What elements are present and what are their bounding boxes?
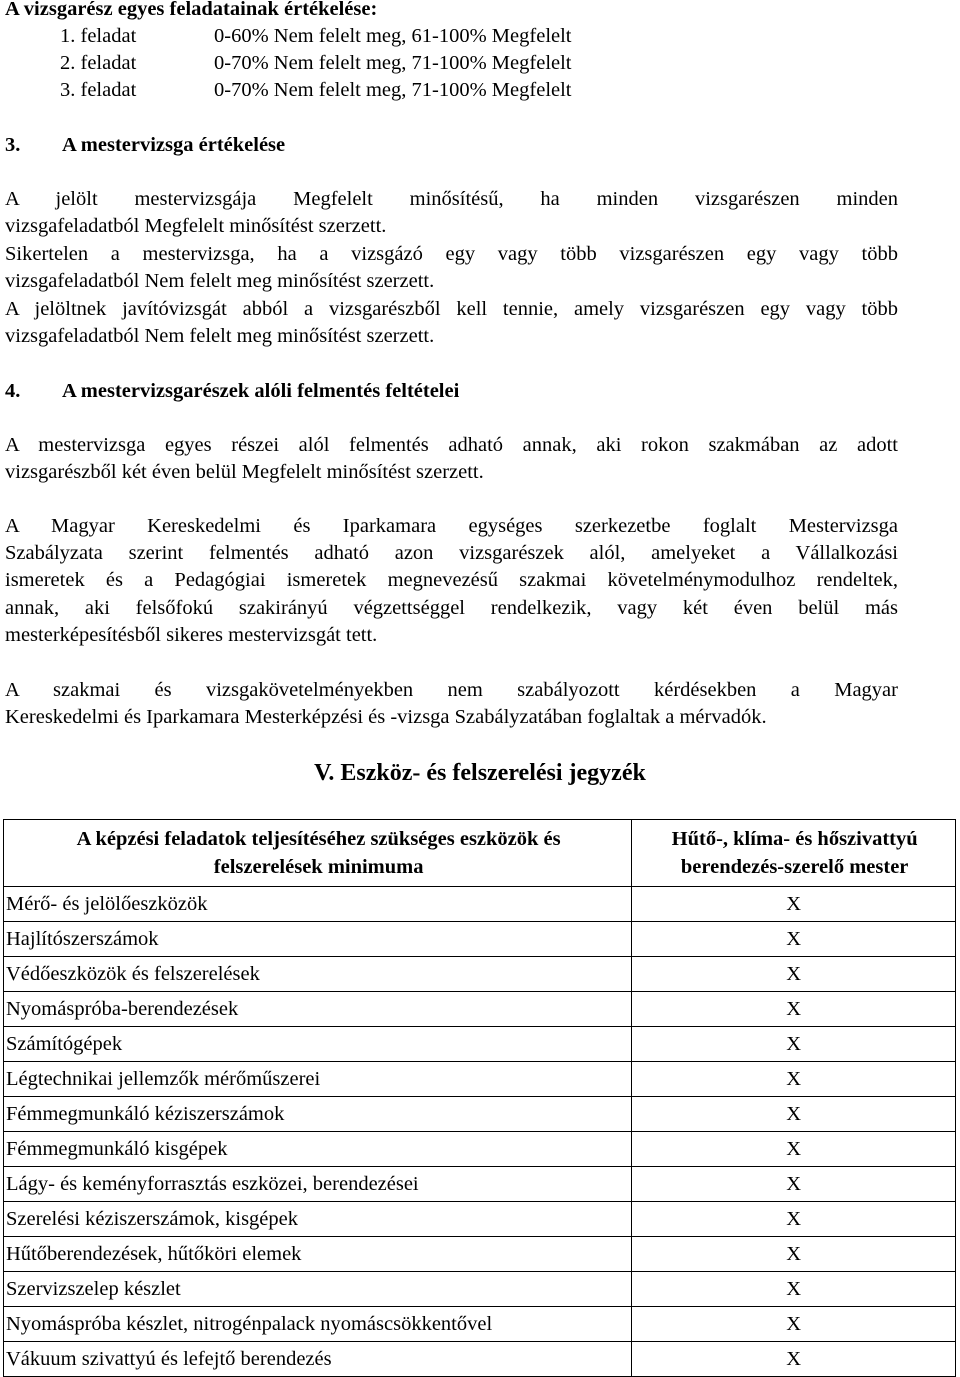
table-row bbox=[4, 992, 956, 1027]
task-name: 1. feladat bbox=[60, 25, 137, 47]
required-mark: X bbox=[632, 1097, 956, 1132]
paragraph-line: vizsgafeladatból Megfelelt minősítést szerzett. bbox=[5, 215, 387, 237]
required-mark: X bbox=[632, 992, 956, 1027]
paragraph-line: A Magyar Kereskedelmi és Iparkamara egységes szerkezetbe foglalt Mestervizsga bbox=[5, 515, 898, 537]
required-mark: X bbox=[632, 1132, 956, 1167]
table-row bbox=[4, 1132, 956, 1167]
equipment-item: Védőeszközök és felszerelések bbox=[4, 957, 632, 992]
required-mark: X bbox=[632, 1272, 956, 1307]
header-equipment-line: felszerelések minimuma bbox=[213, 856, 424, 878]
equipment-item: Hajlítószerszámok bbox=[4, 922, 632, 957]
required-mark: X bbox=[632, 1167, 956, 1202]
table-row bbox=[4, 1097, 956, 1132]
header-equipment bbox=[4, 820, 632, 887]
header-equipment-line: A képzési feladatok teljesítéséhez szükséges eszközök és bbox=[76, 828, 561, 850]
equipment-item: Hűtőberendezések, hűtőköri elemek bbox=[4, 1237, 632, 1272]
paragraph-line: A mestervizsga egyes részei alól felmentés adható annak, aki rokon szakmában az adott bbox=[5, 434, 898, 456]
equipment-item: Számítógépek bbox=[4, 1027, 632, 1062]
equipment-table bbox=[3, 819, 956, 1377]
required-mark: X bbox=[632, 922, 956, 957]
paragraph-line: vizsgafeladatból Nem felelt meg minősítést szerzett. bbox=[5, 270, 435, 292]
task-criteria: 0-70% Nem felelt meg, 71-100% Megfelelt bbox=[214, 52, 572, 74]
paragraph-line: annak, aki felsőfokú szakirányú végzettséggel rendelkezik, vagy két éven belül más bbox=[5, 597, 898, 619]
table-row bbox=[4, 1237, 956, 1272]
table-row bbox=[4, 887, 956, 922]
table-row bbox=[4, 1062, 956, 1097]
evaluation-heading: A vizsgarész egyes feladatainak értékelése: bbox=[5, 0, 378, 20]
table-row bbox=[4, 957, 956, 992]
required-mark: X bbox=[632, 1237, 956, 1272]
chapter-title: V. Eszköz- és felszerelési jegyzék bbox=[314, 760, 646, 786]
required-mark: X bbox=[632, 1202, 956, 1237]
paragraph-line: vizsgafeladatból Nem felelt meg minősítést szerzett. bbox=[5, 325, 435, 347]
paragraph-line: A jelöltnek javítóvizsgát abból a vizsgarészből kell tennie, amely vizsgarészen egy vagy több bbox=[5, 298, 898, 320]
paragraph-line: Sikertelen a mestervizsga, ha a vizsgázó egy vagy több vizsgarészen egy vagy több bbox=[5, 243, 898, 265]
paragraph-line: Szabályzata szerint felmentés adható azon vizsgarészek alól, amelyeket a Vállalkozási bbox=[5, 542, 898, 564]
paragraph-line: vizsgarészből két éven belül Megfelelt minősítést szerzett. bbox=[5, 461, 484, 483]
required-mark: X bbox=[632, 1342, 956, 1377]
section-number: 3. bbox=[5, 134, 21, 156]
equipment-item: Vákuum szivattyú és lefejtő berendezés bbox=[4, 1342, 632, 1377]
equipment-item: Nyomáspróba-berendezések bbox=[4, 992, 632, 1027]
section-number: 4. bbox=[5, 380, 21, 402]
table-header-row bbox=[4, 820, 956, 887]
equipment-item: Fémmegmunkáló kisgépek bbox=[4, 1132, 632, 1167]
equipment-item: Szerelési kéziszerszámok, kisgépek bbox=[4, 1202, 632, 1237]
table-row bbox=[4, 1202, 956, 1237]
equipment-item: Mérő- és jelölőeszközök bbox=[4, 887, 632, 922]
paragraph-line: A jelölt mestervizsgája Megfelelt minősítésű, ha minden vizsgarészen minden bbox=[5, 188, 898, 210]
paragraph-line: mesterképesítésből sikeres mestervizsgát tett. bbox=[5, 624, 378, 646]
equipment-item: Lágy- és keményforrasztás eszközei, berendezései bbox=[4, 1167, 632, 1202]
required-mark: X bbox=[632, 1307, 956, 1342]
required-mark: X bbox=[632, 957, 956, 992]
task-criteria: 0-60% Nem felelt meg, 61-100% Megfelelt bbox=[214, 25, 572, 47]
table-row bbox=[4, 1342, 956, 1377]
equipment-item: Fémmegmunkáló kéziszerszámok bbox=[4, 1097, 632, 1132]
paragraph-line: A szakmai és vizsgakövetelményekben nem szabályozott kérdésekben a Magyar bbox=[5, 679, 898, 701]
task-name: 3. feladat bbox=[60, 79, 137, 101]
header-profession-line: Hűtő-, klíma- és hőszivattyú bbox=[671, 828, 918, 850]
table-row bbox=[4, 1167, 956, 1202]
paragraph-line: Kereskedelmi és Iparkamara Mesterképzési és -vizsga Szabályzatában foglaltak a mérvadók. bbox=[5, 706, 767, 728]
required-mark: X bbox=[632, 1027, 956, 1062]
table-row bbox=[4, 1027, 956, 1062]
required-mark: X bbox=[632, 1062, 956, 1097]
table-row bbox=[4, 1307, 956, 1342]
equipment-item: Nyomáspróba készlet, nitrogénpalack nyomáscsökkentővel bbox=[4, 1307, 632, 1342]
equipment-item: Szervizszelep készlet bbox=[4, 1272, 632, 1307]
table-row bbox=[4, 922, 956, 957]
section-title: A mestervizsga értékelése bbox=[62, 134, 286, 156]
header-profession bbox=[632, 820, 956, 887]
equipment-item: Légtechnikai jellemzők mérőműszerei bbox=[4, 1062, 632, 1097]
task-name: 2. feladat bbox=[60, 52, 137, 74]
required-mark: X bbox=[632, 887, 956, 922]
paragraph-line: ismeretek és a Pedagógiai ismeretek megnevezésű szakmai követelménymodulhoz rendeltek, bbox=[5, 569, 898, 591]
task-criteria: 0-70% Nem felelt meg, 71-100% Megfelelt bbox=[214, 79, 572, 101]
section-title: A mestervizsgarészek alóli felmentés feltételei bbox=[62, 380, 460, 402]
header-profession-line: berendezés-szerelő mester bbox=[680, 856, 909, 878]
table-row bbox=[4, 1272, 956, 1307]
